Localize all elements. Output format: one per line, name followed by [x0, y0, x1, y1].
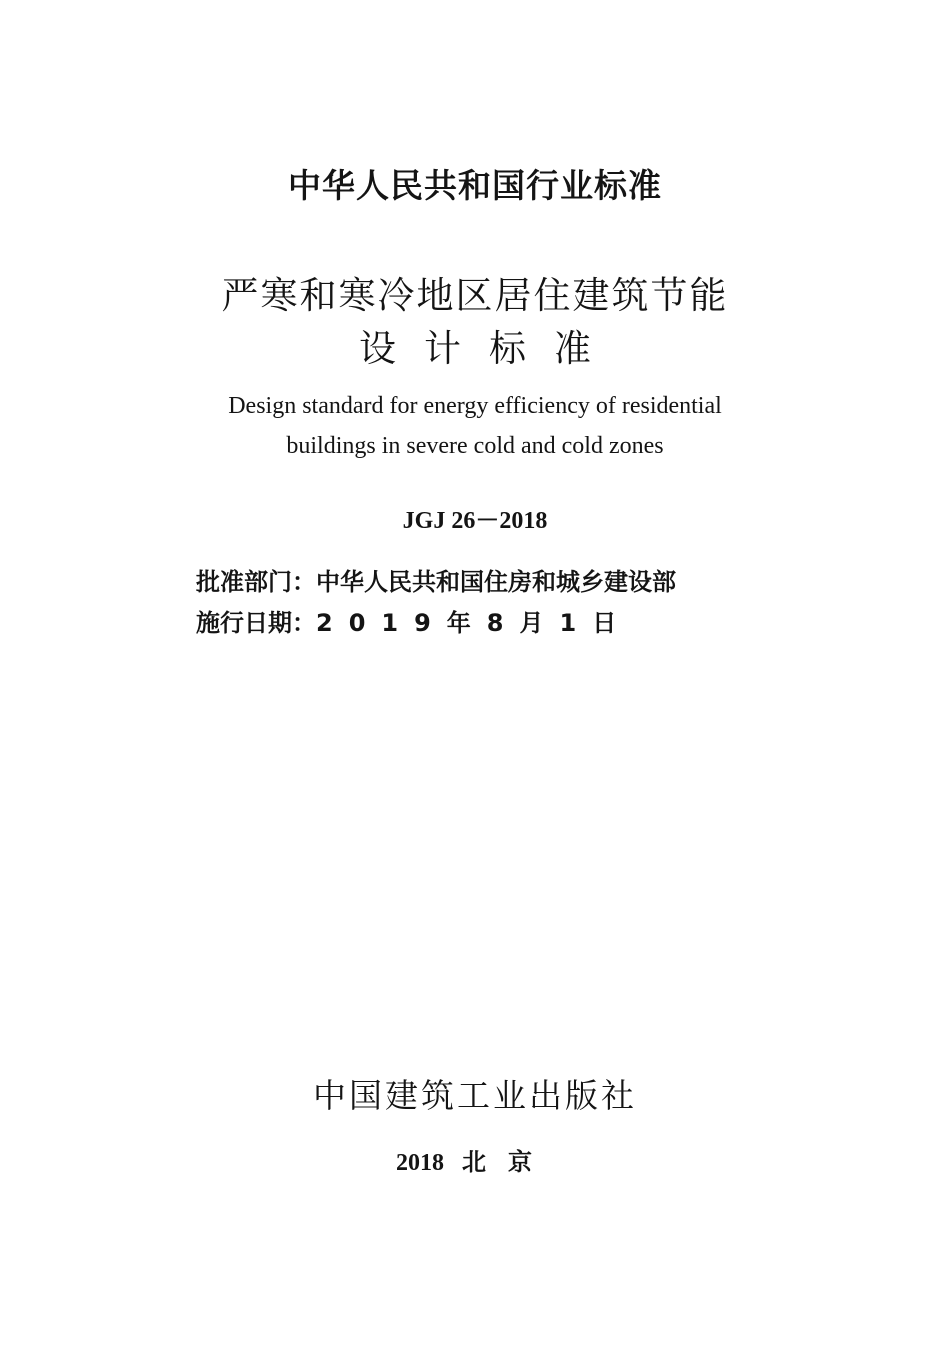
standard-code: JGJ 26－2018 — [402, 508, 548, 534]
title-english-line-1: Design standard for energy efficiency of residential — [228, 393, 722, 419]
title-english-line-2: buildings in severe cold and cold zones — [286, 433, 664, 459]
title-chinese-line-1: 严寒和寒冷地区居住建筑节能 — [221, 274, 729, 317]
approval-value: 中华人民共和国住房和城乡建设部 — [316, 568, 676, 596]
publication-city: 北京 — [462, 1148, 554, 1176]
effective-date-value: 2019年8月1日 — [316, 609, 633, 637]
series-title: 中华人民共和国行业标准 — [288, 166, 662, 205]
effective-label: 施行日期： — [196, 609, 316, 637]
effective-date-row — [196, 603, 632, 638]
approval-department-row — [196, 562, 676, 597]
title-chinese-line-2: 设计标准 — [359, 327, 619, 370]
publisher-name: 中国建筑工业出版社 — [313, 1076, 637, 1115]
publication-year: 2018 — [396, 1150, 444, 1176]
approval-label: 批准部门： — [196, 568, 316, 596]
publication-place — [0, 1142, 950, 1177]
